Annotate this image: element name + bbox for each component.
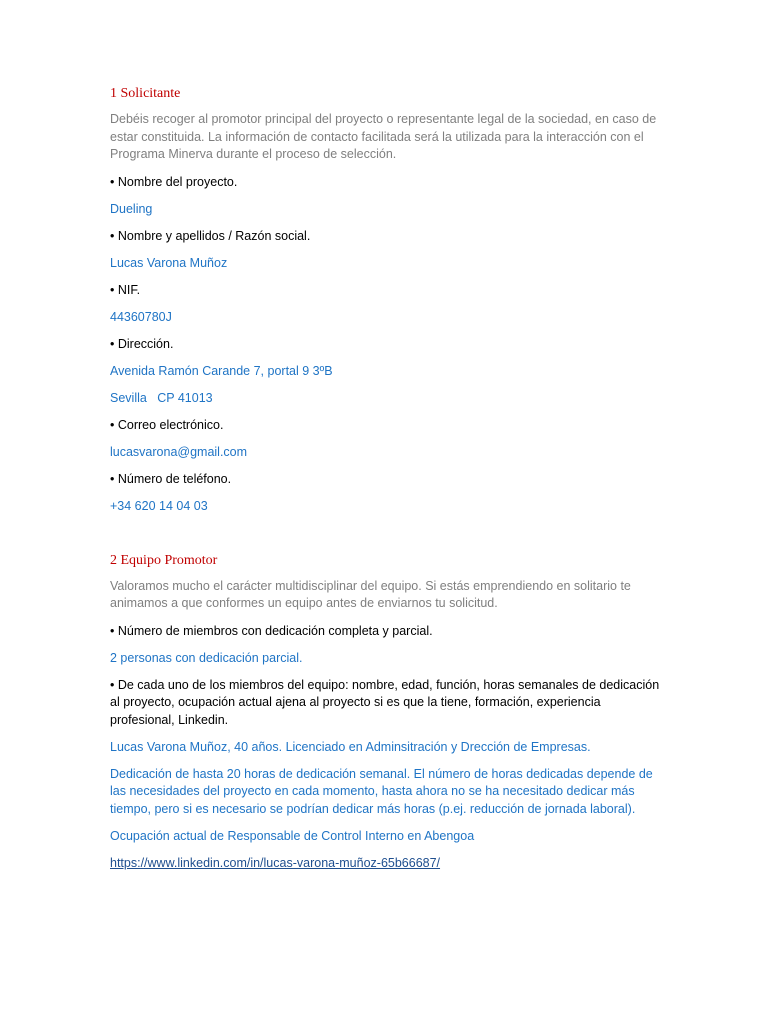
document-page <box>110 85 665 882</box>
section-heading-equipo: 2 Equipo Promotor <box>110 552 218 568</box>
answer-full-name: Lucas Varona Muñoz <box>110 255 228 270</box>
linkedin-link[interactable]: https://www.linkedin.com/in/lucas-varona-muñoz-65b66687/ <box>110 855 441 870</box>
answer-email: lucasvarona@gmail.com <box>110 444 248 459</box>
question-phone: • Número de teléfono. <box>110 471 232 486</box>
question-address: • Dirección. <box>110 336 174 351</box>
answer-member-dedication: Dedicación de hasta 20 horas de dedicación semanal. El número de horas dedicadas depende de las necesidades del proyecto en cada momento, hasta ahora no se ha necesitado dedicar más tiempo, pero si es necesario se podrían dedicar más horas (p.ej. reducción de jornada laboral). <box>110 766 653 816</box>
section-spacer <box>110 525 665 552</box>
question-member-details: • De cada uno de los miembros del equipo: nombre, edad, función, horas semanales de dedicación al proyecto, ocupación actual ajena al proyecto si es que la tiene, formación, experiencia profesional, Linkedin. <box>110 677 660 727</box>
question-full-name: • Nombre y apellidos / Razón social. <box>110 228 311 243</box>
answer-team-members: 2 personas con dedicación parcial. <box>110 650 303 665</box>
answer-project-name: Dueling <box>110 201 153 216</box>
answer-address-street: Avenida Ramón Carande 7, portal 9 3ºB <box>110 363 333 378</box>
answer-member-profile: Lucas Varona Muñoz, 40 años. Licenciado en Adminsitración y Drección de Empresas. <box>110 739 591 754</box>
answer-member-occupation: Ocupación actual de Responsable de Control Interno en Abengoa <box>110 828 475 843</box>
question-email: • Correo electrónico. <box>110 417 224 432</box>
answer-address-city: Sevilla CP 41013 <box>110 390 213 405</box>
section-intro-equipo: Valoramos mucho el carácter multidisciplinar del equipo. Si estás emprendiendo en solitario te animamos a que conformes un equipo antes de enviarnos tu solicitud. <box>110 578 631 610</box>
linkedin-link-line <box>110 855 665 873</box>
answer-phone: +34 620 14 04 03 <box>110 498 208 513</box>
answer-nif: 44360780J <box>110 309 172 324</box>
question-project-name: • Nombre del proyecto. <box>110 174 238 189</box>
section-heading-solicitante: 1 Solicitante <box>110 86 181 101</box>
question-team-members: • Número de miembros con dedicación completa y parcial. <box>110 623 433 638</box>
question-nif: • NIF. <box>110 282 141 297</box>
section-intro-solicitante: Debéis recoger al promotor principal del proyecto o representante legal de la sociedad, en caso de estar constituida. La información de contacto facilitada será la utilizada para la interacción con el Programa Minerva durante el proceso de selección. <box>110 112 657 161</box>
